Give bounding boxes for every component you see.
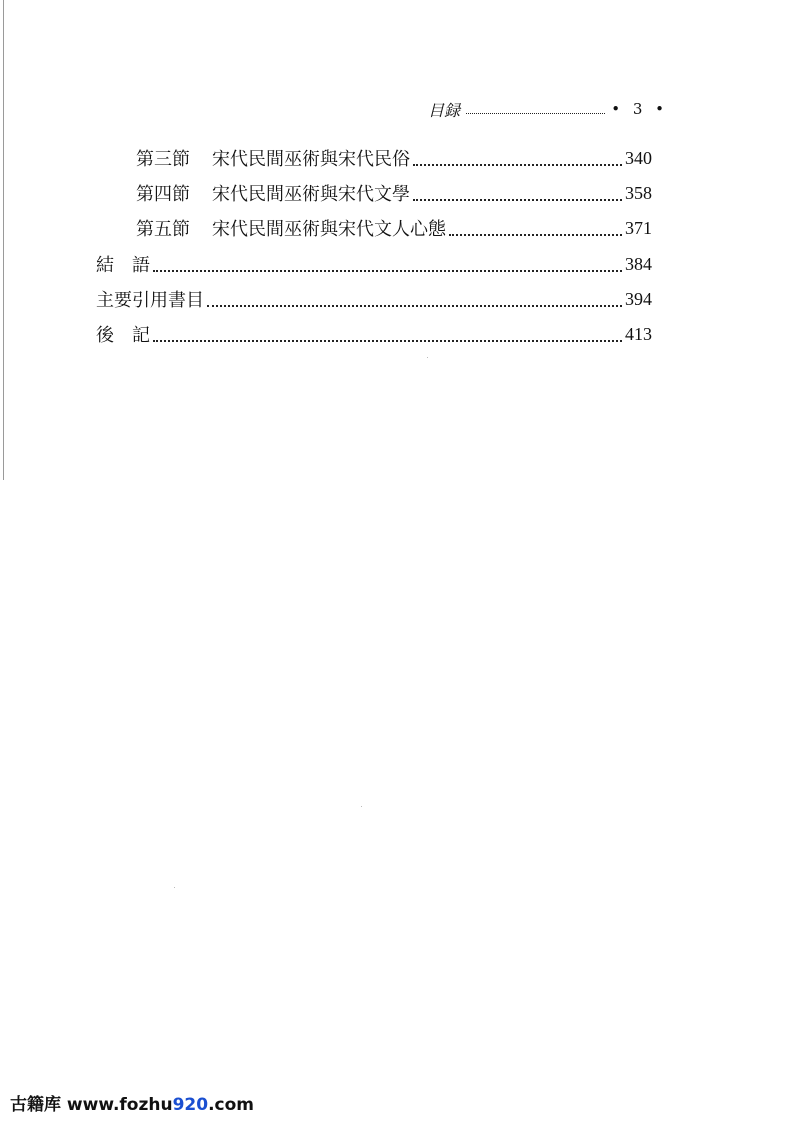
header-title: 目録 (428, 100, 461, 120)
toc-entry-page: 394 (625, 288, 652, 309)
running-header (428, 97, 668, 121)
toc-dot-leader (153, 339, 622, 342)
toc-entry-section-5[interactable] (136, 213, 652, 243)
toc-entry-page: 340 (625, 147, 652, 168)
toc-entry-label: 主要引用書目 (96, 290, 204, 311)
toc-entry-label: 結 語 (96, 255, 150, 276)
header-dot-leader (466, 112, 605, 114)
toc-entry-bibliography[interactable] (96, 284, 652, 314)
site-watermark (10, 1090, 254, 1115)
toc-entry-label: 第三節 宋代民間巫術與宋代民俗 (136, 149, 410, 170)
toc-dot-leader (153, 269, 622, 272)
watermark-domain: www.fozhu920.com (66, 1095, 255, 1115)
toc-entry-page: 384 (625, 253, 652, 274)
header-page-number: • 3 • (611, 100, 668, 118)
toc-dot-leader (449, 233, 622, 236)
toc-dot-leader (207, 304, 622, 307)
toc-entry-page: 413 (625, 323, 652, 344)
scan-speck (174, 887, 175, 888)
toc-entry-conclusion[interactable] (96, 249, 652, 279)
toc-entry-section-4[interactable] (136, 178, 652, 208)
scan-speck (427, 357, 428, 358)
toc-dot-leader (413, 163, 622, 166)
page-left-edge (3, 0, 4, 480)
toc-entry-label: 第四節 宋代民間巫術與宋代文學 (136, 184, 410, 205)
toc-dot-leader (413, 198, 622, 201)
toc-entry-page: 371 (625, 217, 652, 238)
toc-entry-label: 後 記 (96, 325, 150, 346)
toc-entry-afterword[interactable] (96, 319, 652, 349)
toc-entry-label: 第五節 宋代民間巫術與宋代文人心態 (136, 219, 446, 240)
toc-entry-section-3[interactable] (136, 143, 652, 173)
toc-entry-page: 358 (625, 182, 652, 203)
scan-speck (361, 806, 362, 807)
watermark-site-name: 古籍库 (10, 1095, 61, 1115)
